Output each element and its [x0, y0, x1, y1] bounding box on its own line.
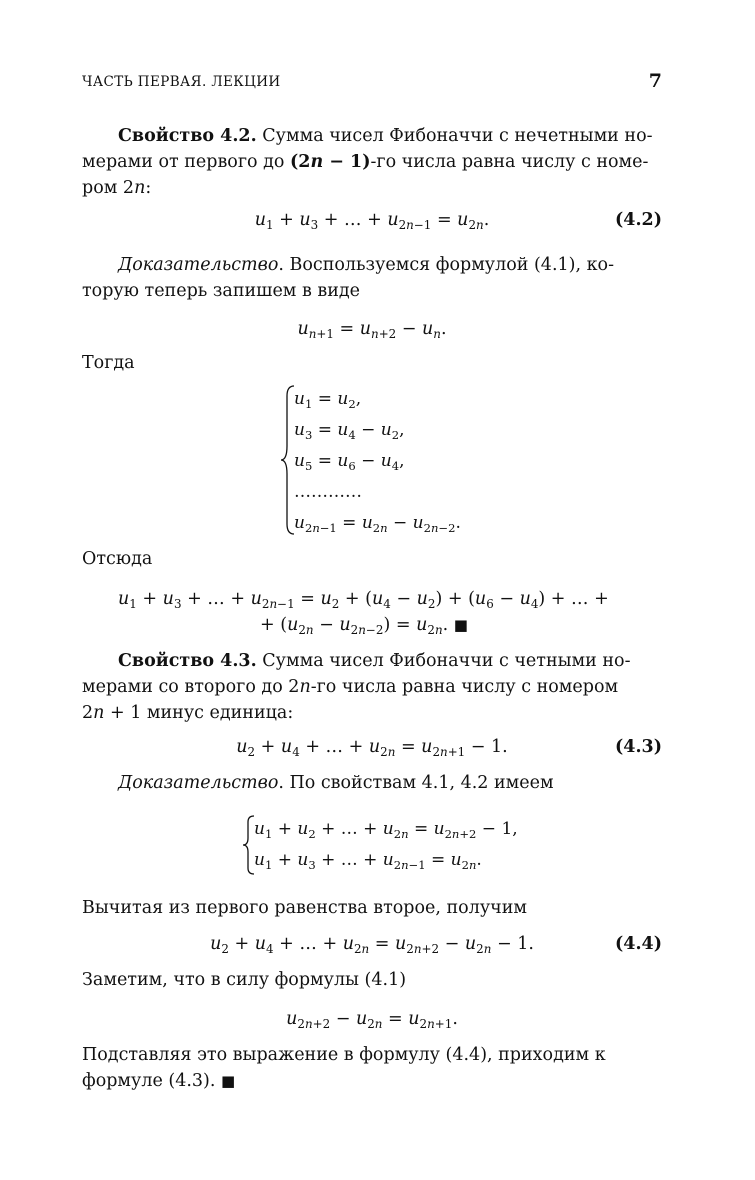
prop43-l3c: + 1 минус единица: — [104, 703, 294, 723]
prop43-l2c: n — [299, 677, 311, 697]
left-brace-icon — [242, 814, 256, 876]
equation-identity: $u_{2n+2} - u_{2n} = u_{2n+1}$. — [286, 1009, 458, 1032]
proof2-label: Доказательство — [118, 773, 279, 793]
prop42-l3a: ром — [82, 178, 123, 198]
prop42-l3d: : — [145, 178, 152, 198]
system1-dots-row: ………… — [294, 482, 362, 502]
final-line2-wrap — [82, 1068, 662, 1094]
proof2-text: . По свойствам 4.1, 4.2 имеем — [278, 773, 554, 793]
system2-row1: $u_1 + u_2$ + … + $u_{2n} = u_{2n+2} - 1$, — [254, 819, 518, 842]
equation-sum-line2: + $(u_{2n} - u_{2n-2}) = u_{2n}$. ■ — [260, 615, 468, 638]
property-4-3-paragraph — [82, 648, 662, 674]
system2-row2: $u_1 + u_3$ + … + $u_{2n-1} = u_{2n}$. — [254, 850, 482, 873]
prop43-line2-wrap — [82, 674, 662, 700]
note-line: Заметим, что в силу формулы (4.1) — [82, 970, 407, 990]
prop42-l2a: мерами от первого до — [82, 152, 290, 172]
property-4-2-paragraph — [82, 123, 662, 149]
equation-4-3: $u_2 + u_4$ + … + $u_{2n} = u_{2n+1} - 1$. — [236, 737, 508, 760]
prop42-l2b: (2 — [289, 152, 311, 172]
hence-word: Отсюда — [82, 549, 153, 569]
subtract-line: Вычитая из первого равенства второе, получим — [82, 898, 527, 918]
prop42-l3b: 2 — [122, 178, 135, 198]
prop42-l2c: n — [310, 152, 324, 172]
document-page — [82, 0, 662, 1180]
prop43-l3b: n — [93, 703, 105, 723]
equation-number-4-4: (4.4) — [614, 934, 662, 954]
prop43-l2a: мерами со второго до — [82, 677, 289, 697]
equation-4-2: $u_1 + u_3$ + … + $u_{2n-1} = u_{2n}$. — [254, 210, 490, 233]
prop42-l2d: − 1) — [323, 152, 371, 172]
qed-square-icon: ■ — [453, 616, 468, 634]
system1-row5: $u_{2n-1} = u_{2n} - u_{2n-2}$. — [294, 513, 461, 536]
equation-number-4-3: (4.3) — [614, 737, 662, 757]
proof-4-3-paragraph — [82, 770, 662, 796]
equation-sum-line1: $u_1 + u_3$ + … + $u_{2n-1} = u_2 + (u_4 - u_2) + (u_6 - u_4)$ + … + — [118, 589, 609, 612]
system-of-equations-2 — [242, 814, 518, 876]
proof1-line1: . Воспользуемся формулой (4.1), ко- — [278, 255, 614, 275]
system1-row1: $u_1 = u_2$, — [294, 389, 362, 412]
equation-4-4: $u_2 + u_4$ + … + $u_{2n} = u_{2n+2} - u_{2n} - 1$. — [210, 934, 534, 957]
system-of-equations-1 — [280, 384, 461, 539]
final-line1: Подставляя это выражение в формулу (4.4), приходим к — [82, 1045, 606, 1065]
prop42-line1: Сумма чисел Фибоначчи с нечетными но- — [262, 126, 653, 146]
prop42-line3-wrap — [82, 175, 662, 201]
prop42-l2e: -го числа равна числу с номе- — [370, 152, 649, 172]
prop43-l3a: 2 — [82, 703, 94, 723]
system1-row3: $u_5 = u_6 - u_4$, — [294, 451, 405, 474]
property-4-3-label: Свойство 4.3. — [118, 651, 257, 671]
running-header: ЧАСТЬ ПЕРВАЯ. ЛЕКЦИИ — [82, 74, 281, 90]
property-4-2-label: Свойство 4.2. — [118, 126, 257, 146]
proof-4-2-paragraph — [82, 252, 662, 278]
prop42-line2-wrap — [82, 149, 662, 175]
prop43-l2d: -го числа равна числу с номером — [310, 677, 619, 697]
prop43-l2b: 2 — [288, 677, 300, 697]
equation-number-4-2: (4.2) — [614, 210, 662, 230]
prop43-line3-wrap — [82, 700, 662, 726]
page-number: 7 — [648, 70, 662, 92]
then-word: Тогда — [82, 353, 135, 373]
left-brace-icon — [280, 384, 296, 536]
system1-row2: $u_3 = u_4 - u_2$, — [294, 420, 405, 443]
proof-label: Доказательство — [118, 255, 279, 275]
final-line2: формуле (4.3). — [82, 1071, 216, 1091]
equation-recurrence: $u_{n+1} = u_{n+2} - u_n$. — [297, 319, 447, 342]
proof1-line2: торую теперь запишем в виде — [82, 281, 361, 301]
qed-square-icon: ■ — [221, 1072, 236, 1090]
prop42-l3c: n — [134, 178, 146, 198]
prop43-line1: Сумма чисел Фибоначчи с четными но- — [262, 651, 631, 671]
